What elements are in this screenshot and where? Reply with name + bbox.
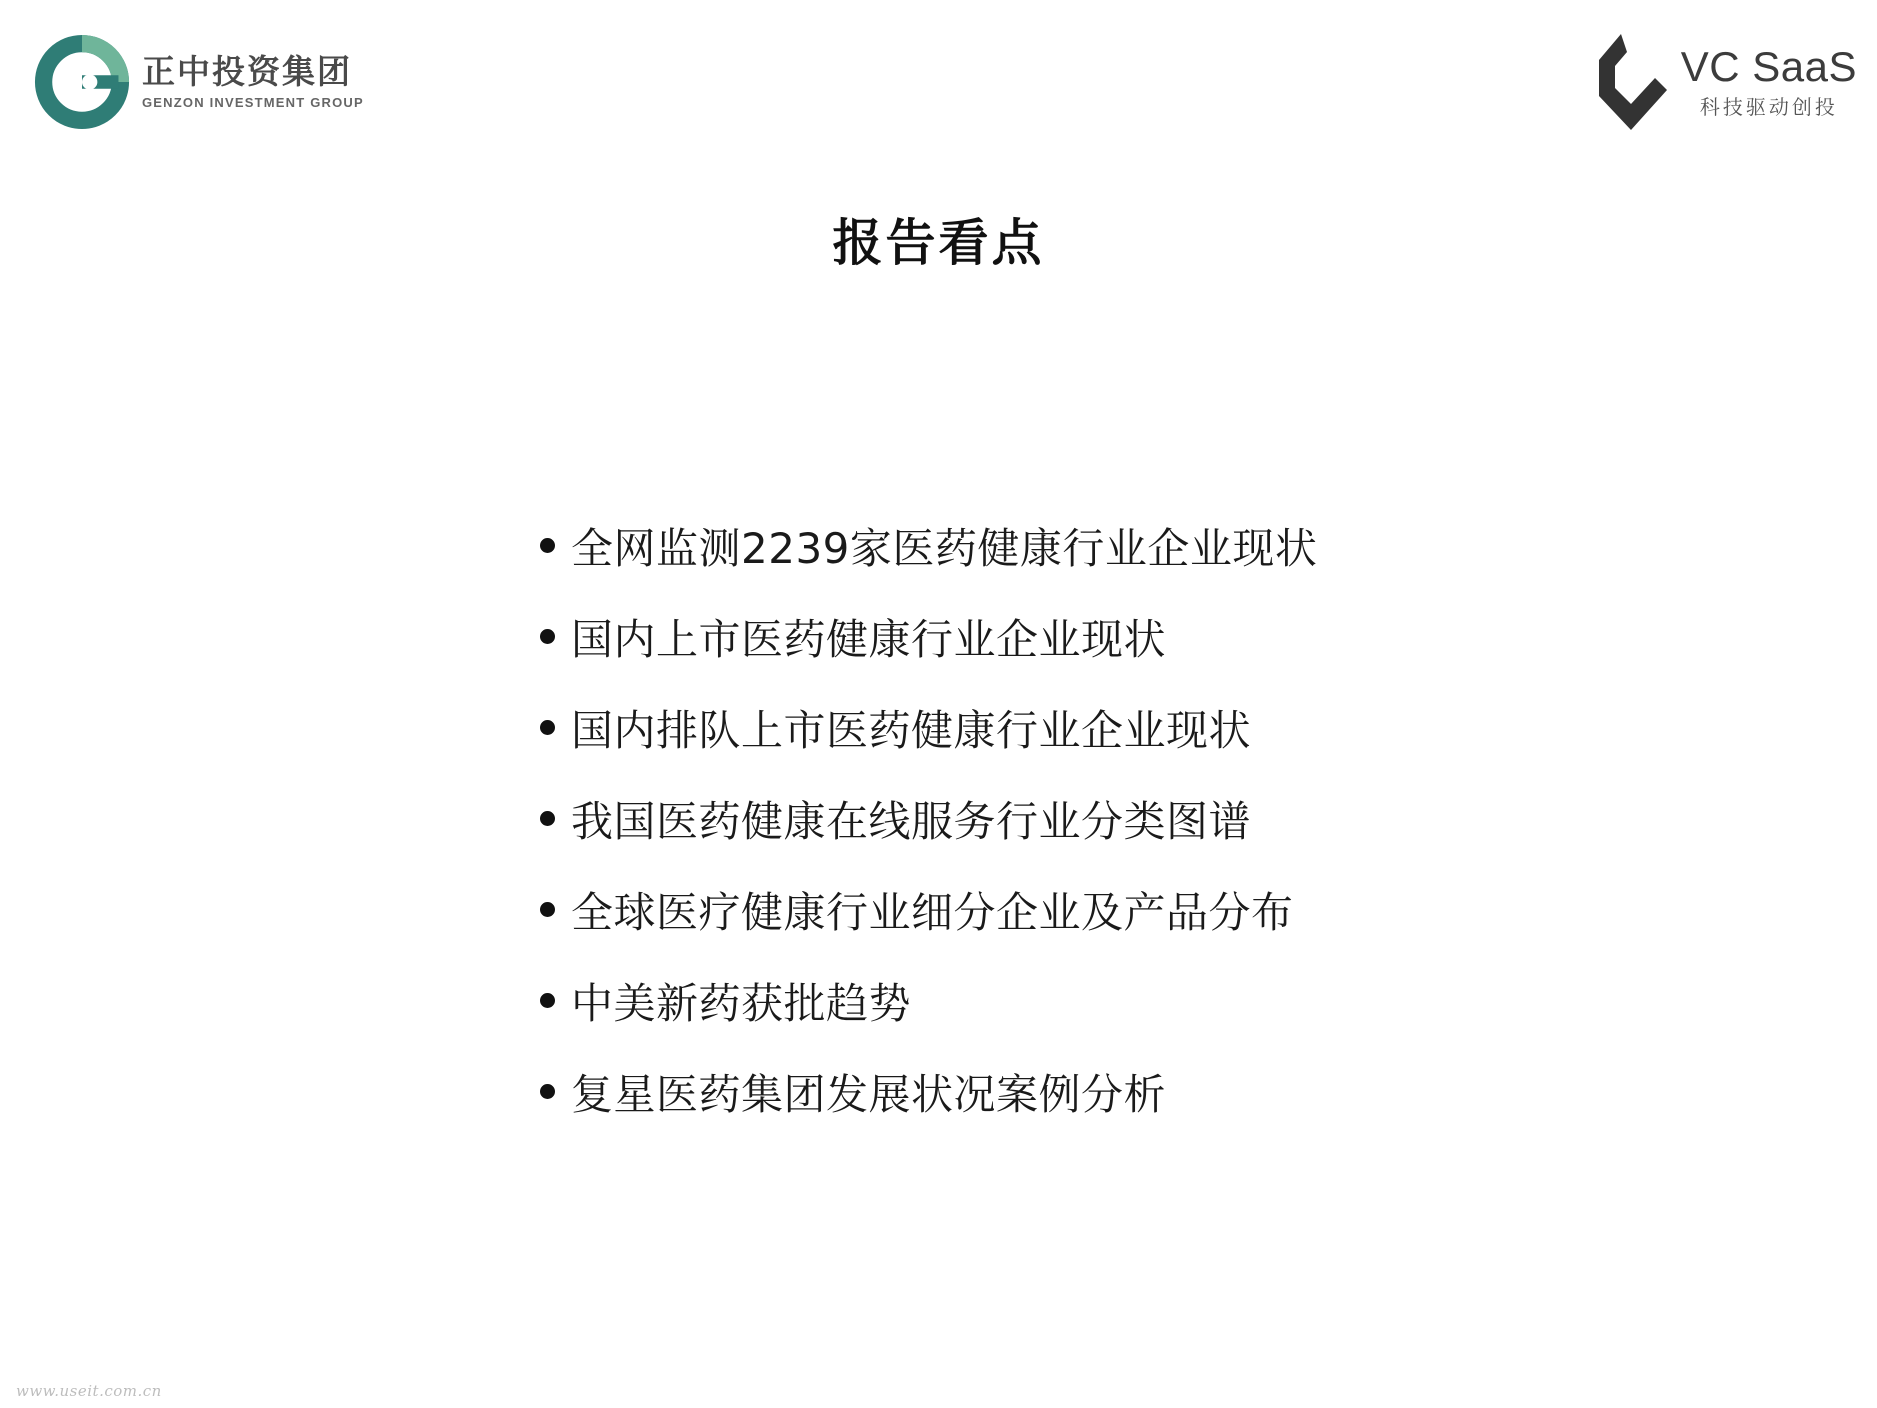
list-item xyxy=(540,500,1317,591)
list-item xyxy=(540,1046,1317,1137)
vcsaas-brand: VC SaaS xyxy=(1680,43,1857,90)
list-item xyxy=(540,682,1317,773)
list-item-text: 中美新药获批趋势 xyxy=(571,978,912,1028)
bullet-icon xyxy=(540,538,555,553)
list-item-text: 复星医药集团发展状况案例分析 xyxy=(571,1069,1167,1119)
list-item-text: 国内排队上市医药健康行业企业现状 xyxy=(571,705,1252,755)
vcsaas-logo-mark-icon xyxy=(1591,30,1673,134)
bullet-icon xyxy=(540,993,555,1008)
list-item-text: 我国医药健康在线服务行业分类图谱 xyxy=(571,796,1252,846)
list-item-text: 全网监测2239家医药健康行业企业现状 xyxy=(571,523,1318,573)
list-item-text: 国内上市医药健康行业企业现状 xyxy=(571,614,1167,664)
bullet-icon xyxy=(540,720,555,735)
page-title: 报告看点 xyxy=(832,214,1045,272)
bullet-icon xyxy=(540,811,555,826)
list-item xyxy=(540,955,1317,1046)
list-item-text: 全球医疗健康行业细分企业及产品分布 xyxy=(571,887,1294,937)
vcsaas-logo xyxy=(1591,30,1857,134)
list-item xyxy=(540,864,1317,955)
bullet-icon xyxy=(540,902,555,917)
bullet-icon xyxy=(540,1084,555,1099)
genzon-name-cn: 正中投资集团 xyxy=(142,52,352,91)
report-highlights-list xyxy=(540,500,1317,1137)
genzon-logo xyxy=(34,34,364,130)
genzon-logo-mark-icon xyxy=(34,34,130,130)
bullet-icon xyxy=(540,629,555,644)
list-item xyxy=(540,773,1317,864)
page-header xyxy=(0,0,1877,150)
genzon-name-en: GENZON INVESTMENT GROUP xyxy=(142,95,364,110)
watermark: www.useit.com.cn xyxy=(16,1382,162,1400)
vcsaas-tagline: 科技驱动创投 xyxy=(1699,95,1838,119)
list-item xyxy=(540,591,1317,682)
